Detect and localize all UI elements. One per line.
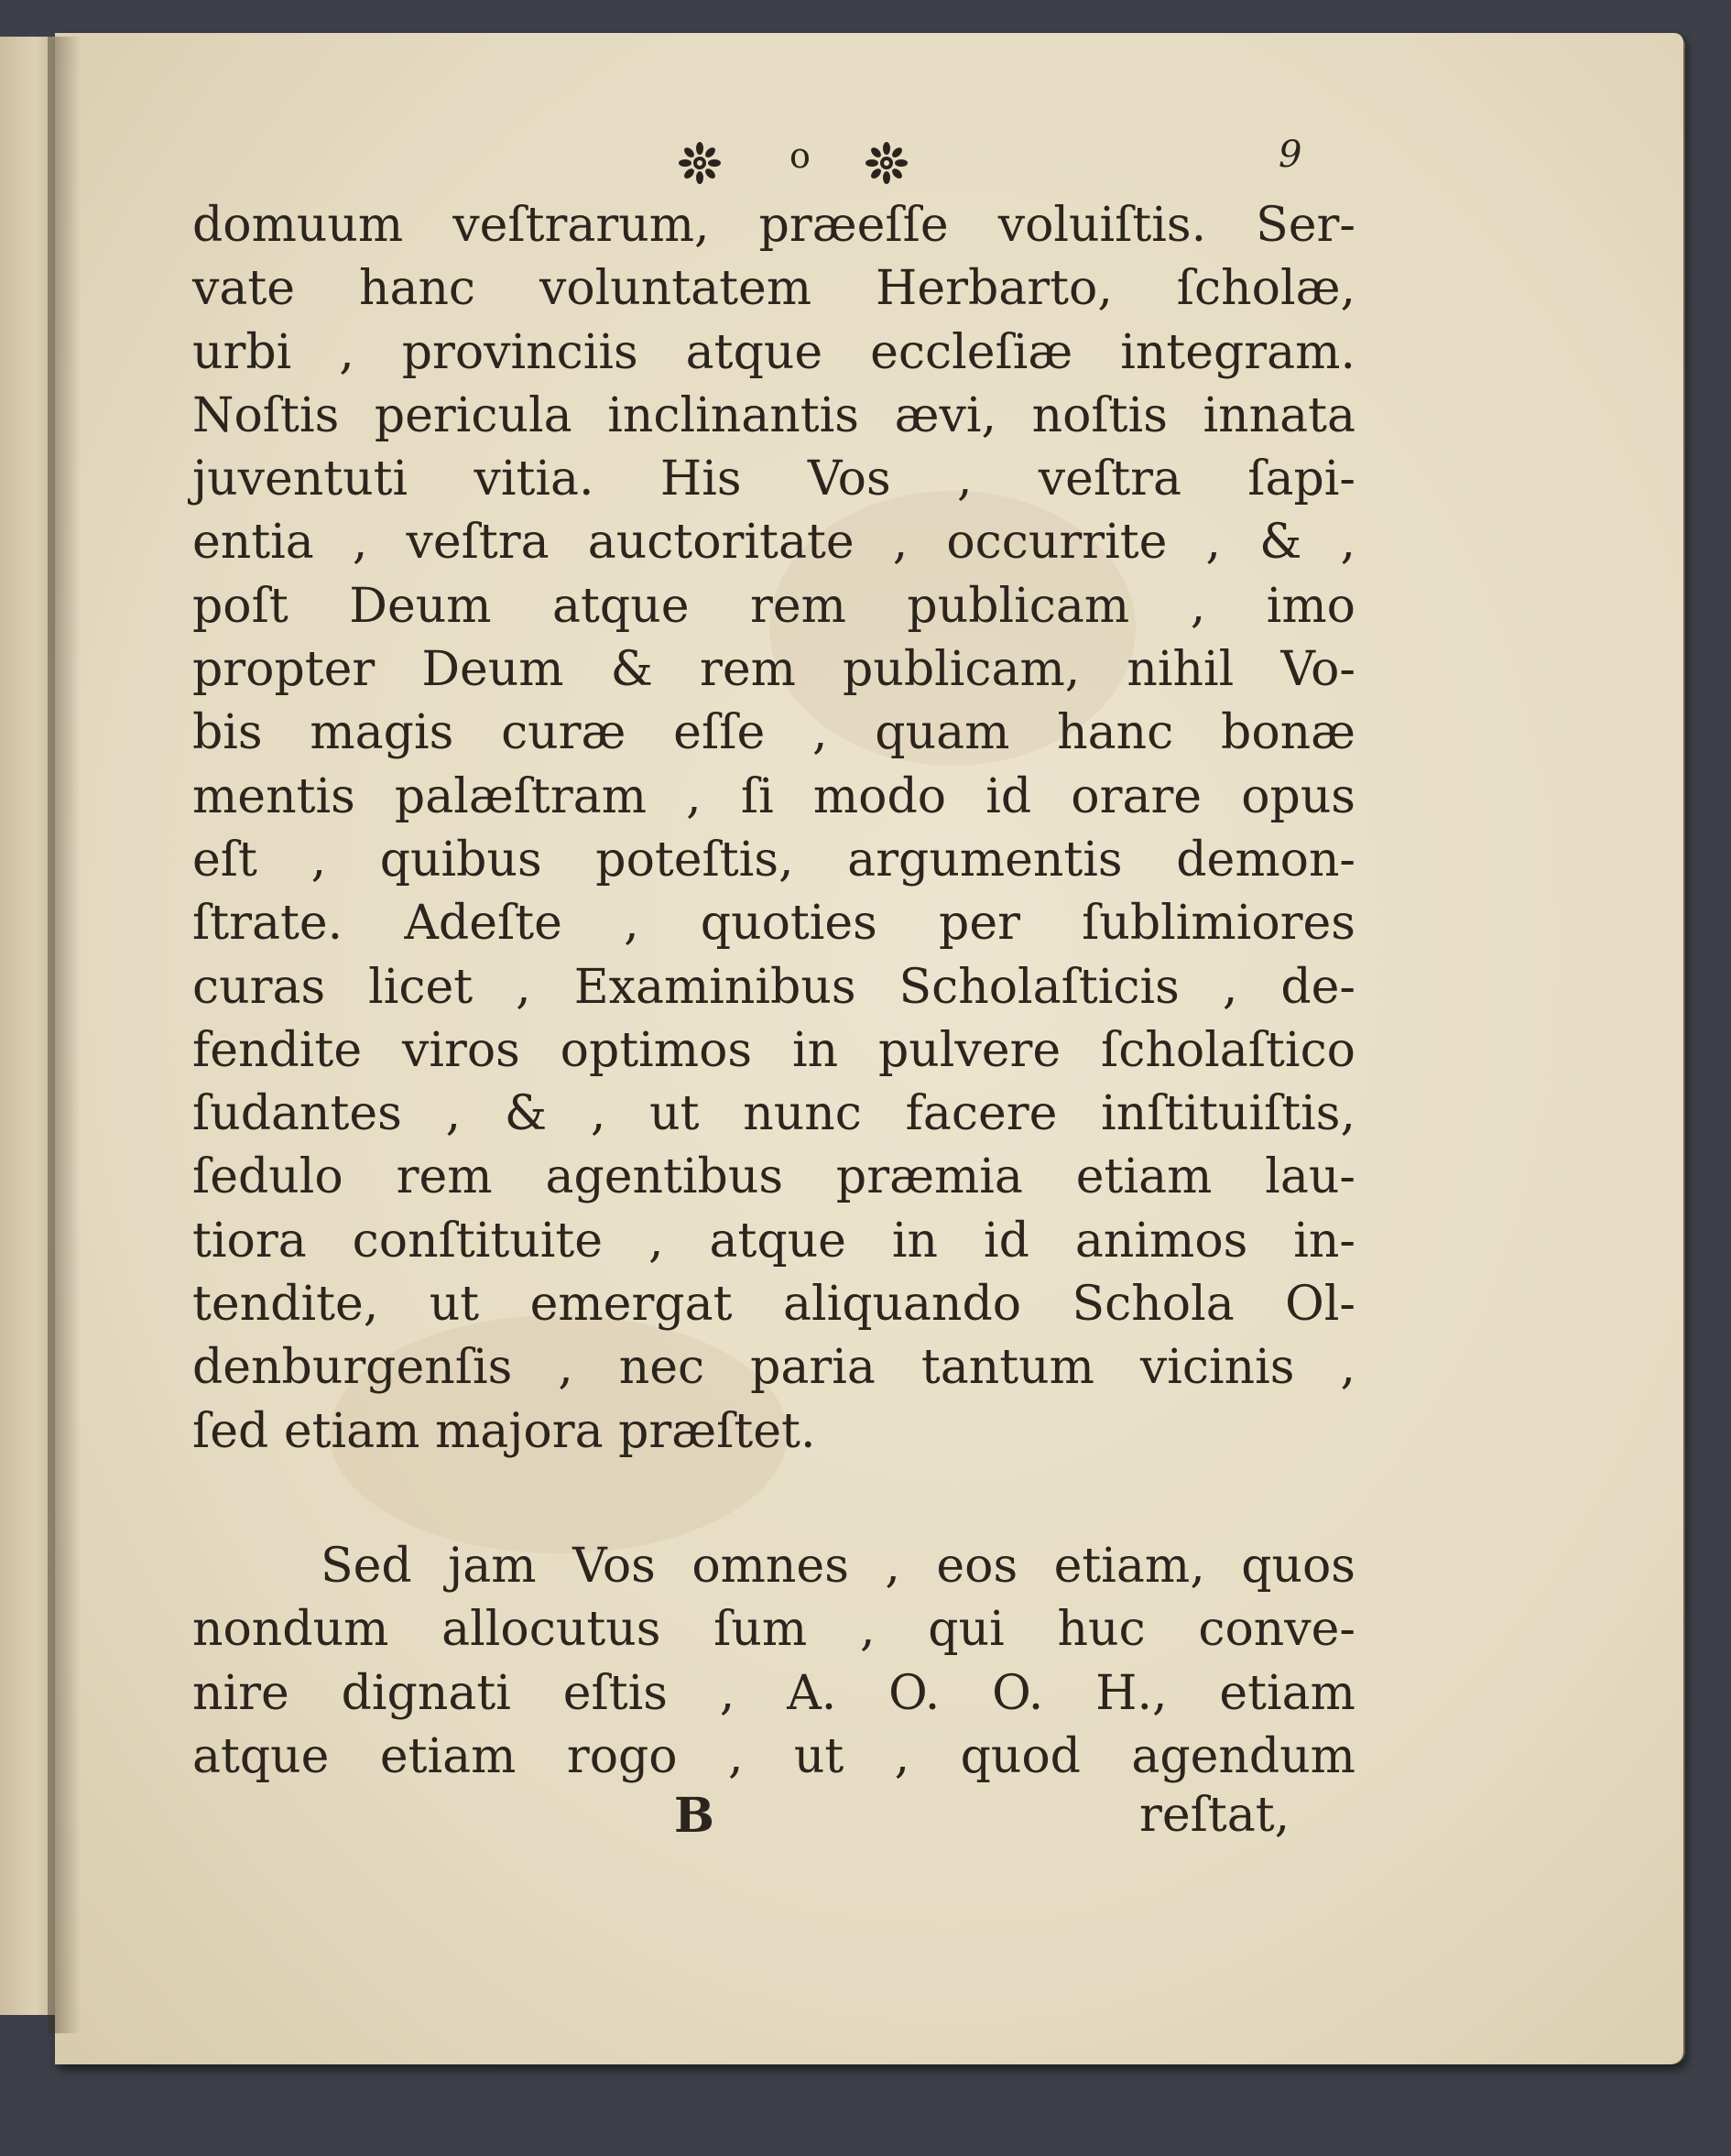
text-line: poſt Deum atque rem publicam , imo [192,578,1355,634]
text-line: tendite, ut emergat aliquando Schola Ol- [192,1277,1355,1333]
signature-mark: B [674,1788,714,1844]
text-line: bis magis curæ eſſe , quam hanc bonæ [192,705,1355,761]
page-number: 9 [1279,134,1302,176]
paragraph-2 [192,1535,1355,1789]
text-line: vate hanc voluntatem Herbarto, ſcholæ, [192,261,1355,317]
header-center-mark: o [789,136,811,176]
text-line: ſed etiam majora præſtet. [192,1403,816,1459]
text-line: curas licet , Examinibus Scholaſticis , de- [192,959,1355,1015]
text-line: mentis palæſtram , ſi modo id orare opus [192,768,1355,824]
text-line: tiora conſtituite , atque in id animos in- [192,1213,1355,1269]
text-line: domuum veſtrarum, præeſſe voluiſtis. Ser- [192,198,1355,253]
text-line: Sed jam Vos omnes , eos etiam, quos [321,1539,1355,1594]
text-line: propter Deum & rem publicam, nihil Vo- [192,642,1355,698]
text-line: denburgenſis , nec paria tantum vicinis , [192,1340,1355,1396]
text-line: eſt , quibus poteſtis, argumentis demon- [192,832,1355,887]
text-line: ſtrate. Adeſte , quoties per ſublimiores [192,896,1355,952]
page-footer [183,1788,1365,1852]
flower-ornament-icon [865,141,909,185]
paragraph-1 [192,194,1355,1464]
gutter-shadow [48,37,81,2033]
text-line: ſedulo rem agentibus præmia etiam lau- [192,1149,1355,1205]
flower-ornament-icon [678,141,722,185]
text-line: ſudantes , & , ut nunc facere inſtituiſtis, [192,1086,1355,1142]
catchword: reſtat, [1139,1788,1290,1843]
text-line: fendite viros optimos in pulvere ſcholaſtico [192,1022,1355,1078]
text-line: urbi , provinciis atque eccleſiæ integram. [192,324,1355,380]
text-line: entia , veſtra auctoritate , occurrite , & , [192,515,1355,571]
text-line: atque etiam rogo , ut , quod agendum [192,1728,1355,1784]
text-line: nire dignati eſtis , A. O. O. H., etiam [192,1665,1355,1721]
text-line: juventuti vitia. His Vos , veſtra ſapi- [192,452,1355,507]
text-line: nondum allocutus ſum , qui huc conve- [192,1602,1355,1658]
text-line: Noſtis pericula inclinantis ævi, noſtis innata [192,387,1355,443]
